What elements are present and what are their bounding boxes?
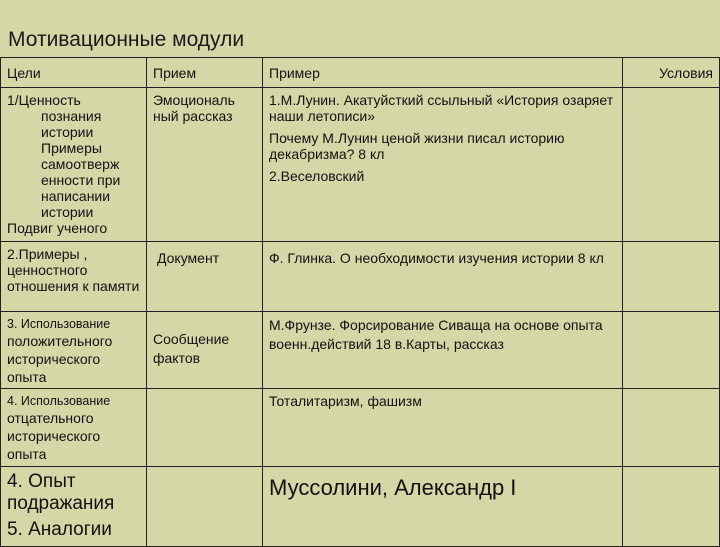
row5-goal [1, 467, 147, 547]
header-example: Пример [263, 58, 623, 88]
goal-line: 4. Опыт подражания [7, 471, 115, 514]
example-line: 1.М.Лунин. Акатуйсткий ссыльный «История озаряет наши летописи» [269, 92, 614, 124]
row5-conditions [623, 467, 720, 547]
goal-line: познания [41, 108, 102, 124]
goal-line: написании [41, 188, 111, 204]
row3-method: Сообщение фактов [147, 312, 263, 389]
goal-prefix: 3. Использование [7, 317, 111, 331]
row2-conditions [623, 242, 720, 312]
goal-text: отцательного исторического опыта [7, 410, 101, 462]
row1-conditions [623, 88, 720, 242]
row5-method [147, 467, 263, 547]
table-row [1, 467, 720, 547]
header-method: Прием [147, 58, 263, 88]
table-row [1, 312, 720, 389]
row4-method [147, 389, 263, 467]
example-line: 2.Веселовский [269, 168, 365, 184]
row1-goal [1, 88, 147, 242]
row2-method: Документ [147, 242, 263, 312]
goal-line: Подвиг ученого [7, 220, 108, 236]
row3-goal [1, 312, 147, 389]
row4-conditions [623, 389, 720, 467]
goal-line: истории [41, 124, 94, 140]
goal-line: истории [41, 204, 94, 220]
goal-line: 1/Ценность [7, 92, 81, 108]
goal-prefix: 4. Использование [7, 394, 111, 408]
motivation-modules-table [0, 57, 720, 547]
table-row [1, 242, 720, 312]
goal-line-text: Примеры [41, 140, 102, 156]
header-row [1, 58, 720, 88]
row1-example [263, 88, 623, 242]
row3-conditions [623, 312, 720, 389]
goal-text: положительного исторического опыта [7, 333, 113, 385]
goal-line: енности при [41, 172, 121, 188]
table-row [1, 88, 720, 242]
table-row [1, 389, 720, 467]
row1-method: Эмоциональ ный рассказ [147, 88, 263, 242]
row4-goal [1, 389, 147, 467]
goal-line [7, 140, 140, 156]
example-line: Почему М.Лунин ценой жизни писал историю декабризма? 8 кл [269, 130, 565, 162]
row2-goal: 2.Примеры , ценностного отношения к памяти [1, 242, 147, 312]
header-conditions: Условия [623, 58, 720, 88]
header-goals: Цели [1, 58, 147, 88]
goal-line: самоотверж [41, 156, 120, 172]
row5-example: Муссолини, Александр I [263, 467, 623, 547]
goal-line: 5. Аналогии [7, 519, 112, 540]
row4-example: Тоталитаризм, фашизм [263, 389, 623, 467]
page-title: Мотивационные модули [8, 28, 245, 51]
row2-example: Ф. Глинка. О необходимости изучения истории 8 кл [263, 242, 623, 312]
row3-example: М.Фрунзе. Форсирование Сиваща на основе опыта военн.действий 18 в.Карты, рассказ [263, 312, 623, 389]
